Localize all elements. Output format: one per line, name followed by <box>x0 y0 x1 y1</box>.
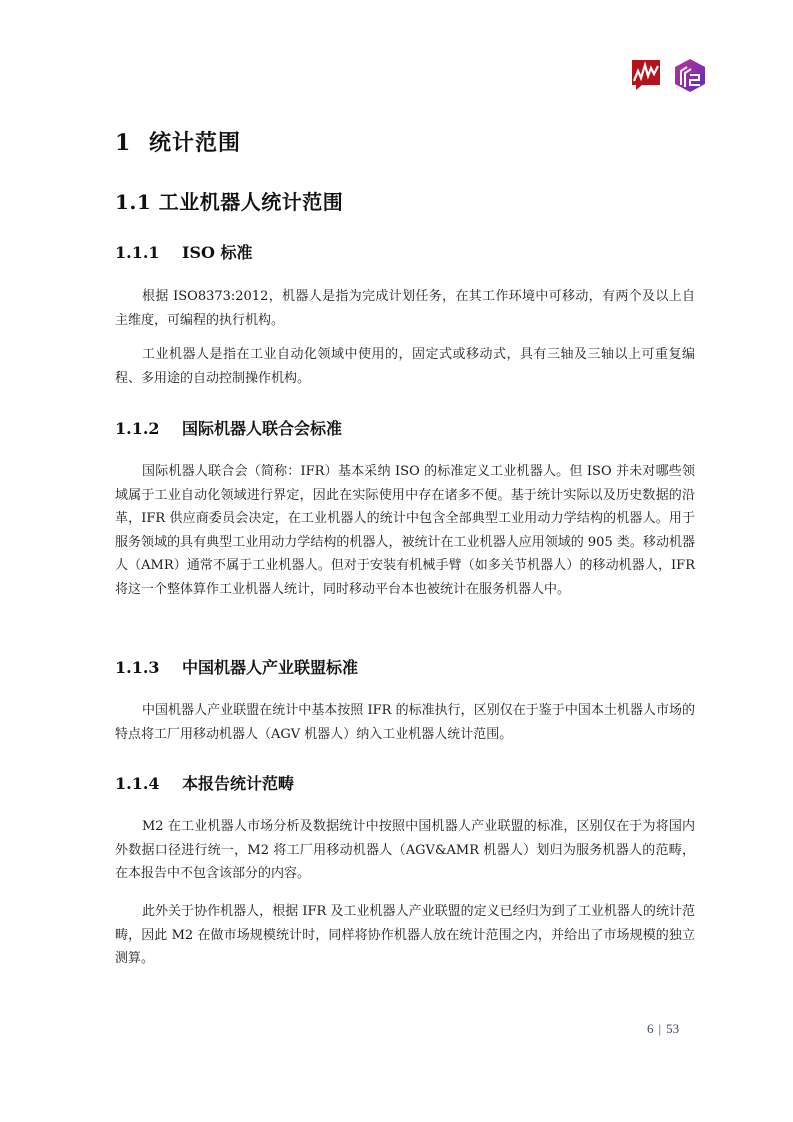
subsection-number: 1.1 <box>115 190 152 214</box>
red-waveform-logo-icon <box>628 57 664 93</box>
subsection-heading <box>115 186 343 215</box>
paragraph-cria-standard: 中国机器人产业联盟在统计中基本按照 IFR 的标准执行，区别仅在于鉴于中国本土机器人市场的特点将工厂用移动机器人（AGV 机器人）纳入工业机器人统计范围。 <box>115 703 695 742</box>
purple-cube-logo-icon <box>672 57 708 93</box>
page-total: 53 <box>666 1021 680 1036</box>
heading-1-1-1 <box>115 240 253 263</box>
section-heading <box>115 126 241 157</box>
page-number <box>647 1021 679 1037</box>
heading-1-1-2 <box>115 416 342 439</box>
paragraph-industrial-robot-definition: 工业机器人是指在工业自动化领域中使用的，固定式或移动式，具有三轴及三轴以上可重复编程、多用途的自动控制操作机构。 <box>115 347 695 386</box>
heading-title: 本报告统计范畴 <box>182 774 295 793</box>
header-logos <box>628 57 708 93</box>
subsection-title: 工业机器人统计范围 <box>158 190 344 214</box>
heading-number: 1.1.2 <box>115 419 160 438</box>
page-current: 6 <box>647 1021 654 1036</box>
heading-number: 1.1.4 <box>115 774 160 793</box>
heading-number: 1.1.1 <box>115 243 160 262</box>
paragraph-iso-definition: 根据 ISO8373:2012，机器人是指为完成计划任务，在其工作环境中可移动，有两个及以上自主维度，可编程的执行机构。 <box>115 289 695 328</box>
heading-title: 国际机器人联合会标准 <box>182 419 343 438</box>
paragraph-ifr-standard: 国际机器人联合会（简称：IFR）基本采纳 ISO 的标准定义工业机器人。但 ISO 并未对哪些领域属于工业自动化领域进行界定，因此在实际使用中存在诸多不便。基于统计实际以及历史数据的沿革，IFR 供应商委员会决定，在工业机器人的统计中包含全部典型工业用动力学结构的机器人。用于服务领域的具有典型工业用动力学结构的机器人，被统计在工业机器人应用领域的 905 类。移动机器人（AMR）通常不属于工业机器人。但对于安装有机械手臂（如多关节机器人）的移动机器人，IFR 将这一个整体算作工业机器人统计，同时移动平台本也被统计在服务机器人中。 <box>115 464 695 597</box>
heading-number: 1.1.3 <box>115 658 160 677</box>
paragraph-report-scope: M2 在工业机器人市场分析及数据统计中按照中国机器人产业联盟的标准，区别仅在于为将国内外数据口径进行统一，M2 将工厂用移动机器人（AGV&AMR 机器人）划归为服务机器人的范畴，在本报告中不包含该部分的内容。 <box>115 819 695 881</box>
heading-title: ISO 标准 <box>182 243 253 262</box>
page-separator: | <box>658 1021 662 1036</box>
paragraph-cobot-scope: 此外关于协作机器人，根据 IFR 及工业机器人产业联盟的定义已经归为到了工业机器人的统计范畴，因此 M2 在做市场规模统计时，同样将协作机器人放在统计范围之内，并给出了市场规模的独立测算。 <box>115 904 695 966</box>
heading-1-1-4 <box>115 771 294 794</box>
section-title: 统计范围 <box>149 130 242 156</box>
section-number: 1 <box>115 130 132 156</box>
heading-1-1-3 <box>115 655 358 678</box>
heading-title: 中国机器人产业联盟标准 <box>182 658 359 677</box>
